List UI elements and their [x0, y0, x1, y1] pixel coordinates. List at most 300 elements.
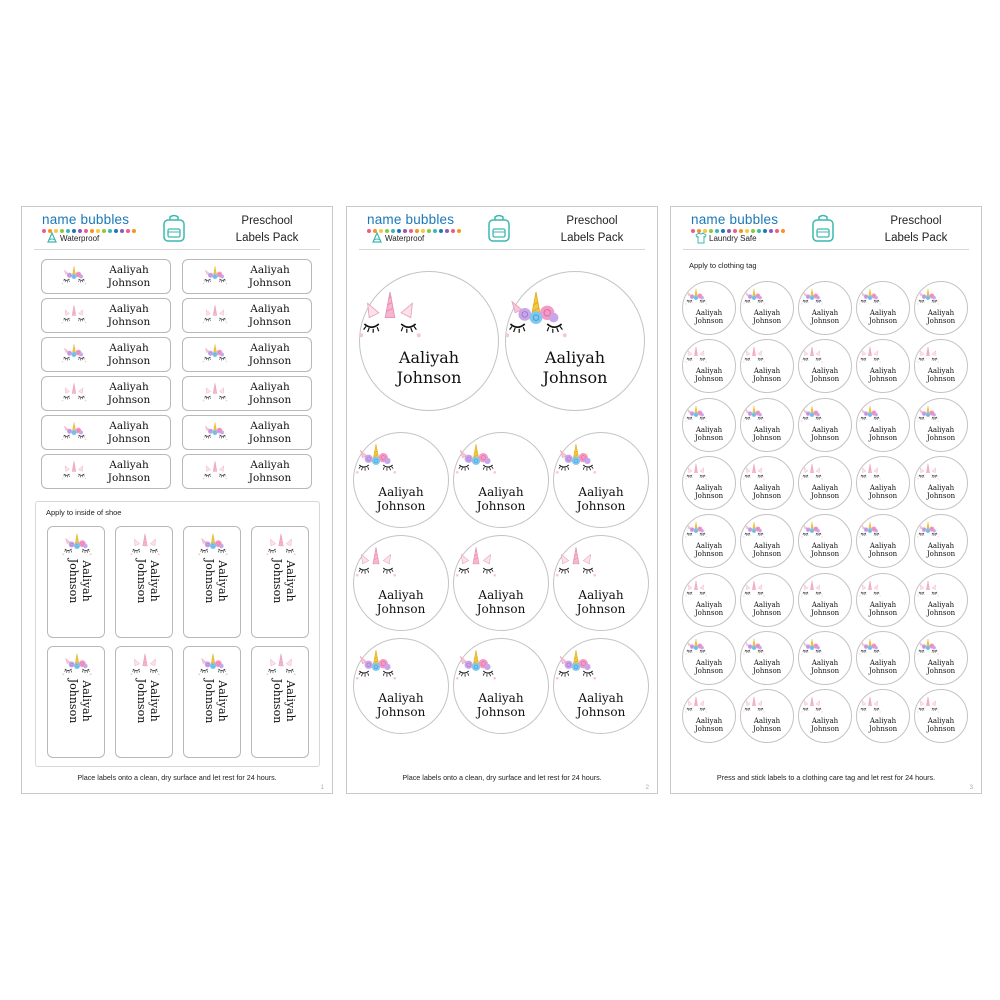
label-last-name: Johnson: [694, 433, 724, 442]
medium-circle-label: [353, 535, 449, 631]
label-first-name: Aaliyah: [250, 420, 290, 432]
label-last-name: Johnson: [868, 550, 898, 559]
label-first-name: Aaliyah: [216, 680, 229, 722]
small-circle-label: [856, 281, 910, 335]
vertical-name: [135, 531, 161, 631]
label-first-name: Aaliyah: [109, 420, 149, 432]
unicorn-icon: [199, 458, 231, 483]
unicorn-icon: [914, 694, 942, 716]
label-last-name: Johnson: [752, 608, 782, 617]
label-last-name: Johnson: [107, 433, 151, 445]
small-circle-label: [798, 573, 852, 627]
small-circle-label: [682, 339, 736, 393]
label-last-name: Johnson: [376, 602, 426, 616]
label-last-name: Johnson: [576, 602, 626, 616]
unicorn-icon: [682, 578, 710, 600]
medium-circle-label: [453, 638, 549, 734]
unicorn-icon: [798, 344, 826, 366]
rect-name-label: [182, 376, 312, 411]
unicorn-icon: [798, 578, 826, 600]
brand-dot: [60, 229, 64, 233]
clothing-tag-caption: Apply to clothing tag: [689, 261, 757, 270]
label-first-name: Aaliyah: [811, 658, 839, 667]
unicorn-icon: [740, 461, 768, 483]
rect-name-label: [41, 337, 171, 372]
unicorn-icon: [856, 578, 884, 600]
unicorn-icon: [450, 542, 502, 583]
label-last-name: Johnson: [752, 491, 782, 500]
unicorn-icon: [350, 645, 402, 686]
small-circle-label: [740, 281, 794, 335]
medium-circle-label: [553, 638, 649, 734]
label-first-name: Aaliyah: [927, 483, 955, 492]
unicorn-icon: [856, 519, 884, 541]
label-first-name: Aaliyah: [250, 342, 290, 354]
sheet-subtitle: Waterproof: [60, 234, 100, 243]
small-circle-label: [856, 456, 910, 510]
label-first-name: Aaliyah: [869, 367, 897, 376]
label-first-name: Aaliyah: [109, 459, 149, 471]
small-circle-label: [740, 689, 794, 743]
unicorn-icon: [740, 578, 768, 600]
label-first-name: Aaliyah: [250, 303, 290, 315]
unicorn-icon: [682, 636, 710, 658]
label-last-name: Johnson: [926, 725, 956, 734]
label-last-name: Johnson: [107, 355, 151, 367]
unicorn-icon: [58, 302, 90, 327]
unicorn-icon: [682, 286, 710, 308]
label-first-name: Aaliyah: [927, 658, 955, 667]
label-first-name: Aaliyah: [250, 459, 290, 471]
unicorn-icon: [914, 344, 942, 366]
label-sheet-laundry: [670, 206, 982, 794]
small-circle-label: [740, 514, 794, 568]
small-circle-label: [856, 339, 910, 393]
label-last-name: Johnson: [203, 678, 216, 724]
unicorn-icon: [58, 341, 90, 366]
unicorn-icon: [350, 439, 402, 480]
medium-circle-label: [453, 432, 549, 528]
label-last-name: Johnson: [67, 678, 80, 724]
brand-dot: [66, 229, 70, 233]
label-last-name: Johnson: [810, 725, 840, 734]
unicorn-icon: [856, 461, 884, 483]
vertical-name: [203, 531, 229, 631]
rect-name-label: [182, 454, 312, 489]
unicorn-icon: [58, 380, 90, 405]
label-last-name: Johnson: [248, 472, 292, 484]
unicorn-icon: [914, 519, 942, 541]
label-first-name: Aaliyah: [250, 381, 290, 393]
shoe-name-label: [251, 526, 309, 638]
shoe-label-area: [35, 501, 320, 767]
label-last-name: Johnson: [107, 472, 151, 484]
label-last-name: Johnson: [752, 725, 782, 734]
medium-circle-label: [453, 535, 549, 631]
backpack-icon: [162, 213, 186, 243]
label-first-name: Aaliyah: [927, 367, 955, 376]
small-circle-label: [740, 339, 794, 393]
unicorn-icon: [350, 542, 402, 583]
label-first-name: Aaliyah: [148, 680, 161, 722]
unicorn-icon: [856, 636, 884, 658]
label-first-name: Aaliyah: [109, 381, 149, 393]
label-first-name: Aaliyah: [753, 425, 781, 434]
shoe-name-label: [115, 646, 173, 758]
unicorn-icon: [798, 519, 826, 541]
label-last-name: Johnson: [376, 705, 426, 719]
brand-dot: [427, 229, 431, 233]
shoe-name-label: [47, 646, 105, 758]
brand-dot: [739, 229, 743, 233]
label-first-name: Aaliyah: [869, 483, 897, 492]
brand-dot: [397, 229, 401, 233]
medium-circle-label: [553, 535, 649, 631]
unicorn-icon: [798, 286, 826, 308]
label-last-name: Johnson: [810, 666, 840, 675]
label-first-name: Aaliyah: [109, 342, 149, 354]
label-last-name: Johnson: [926, 375, 956, 384]
rect-name-label: [182, 259, 312, 294]
shoe-caption: Apply to inside of shoe: [46, 508, 122, 517]
label-first-name: Aaliyah: [811, 600, 839, 609]
label-first-name: Aaliyah: [478, 691, 524, 705]
label-first-name: Aaliyah: [753, 309, 781, 317]
small-circle-label: [740, 631, 794, 685]
vertical-name: [271, 531, 297, 631]
unicorn-icon: [682, 694, 710, 716]
unicorn-icon: [350, 284, 430, 346]
unicorn-icon: [740, 519, 768, 541]
label-last-name: Johnson: [694, 491, 724, 500]
rect-name-label: [182, 298, 312, 333]
label-first-name: Aaliyah: [753, 717, 781, 726]
label-first-name: Aaliyah: [811, 717, 839, 726]
page-number: 2: [645, 785, 649, 791]
label-first-name: Aaliyah: [695, 717, 723, 726]
unicorn-icon: [199, 263, 231, 288]
unicorn-icon: [682, 461, 710, 483]
label-first-name: Aaliyah: [753, 367, 781, 376]
rect-name-label: [41, 415, 171, 450]
brand-dot: [385, 229, 389, 233]
label-first-name: Aaliyah: [869, 425, 897, 434]
label-first-name: Aaliyah: [927, 309, 955, 317]
label-last-name: Johnson: [926, 317, 956, 325]
label-first-name: Aaliyah: [869, 309, 897, 317]
small-circle-label: [682, 631, 736, 685]
label-first-name: Aaliyah: [695, 542, 723, 551]
medium-circle-label: [353, 432, 449, 528]
small-circle-label: [856, 689, 910, 743]
unicorn-icon: [199, 419, 231, 444]
shoe-name-label: [251, 646, 309, 758]
unicorn-icon: [682, 519, 710, 541]
label-first-name: Aaliyah: [695, 658, 723, 667]
label-last-name: Johnson: [694, 375, 724, 384]
brand-dot: [433, 229, 437, 233]
shoe-name-label: [115, 526, 173, 638]
brand-dot: [90, 229, 94, 233]
brand-logo: name bubbles: [42, 212, 130, 227]
label-first-name: Aaliyah: [753, 658, 781, 667]
brand-dot: [751, 229, 755, 233]
unicorn-icon: [798, 403, 826, 425]
label-first-name: Aaliyah: [578, 485, 624, 499]
unicorn-icon: [856, 403, 884, 425]
label-first-name: Aaliyah: [695, 367, 723, 376]
small-circle-label: [914, 573, 968, 627]
small-circle-label: [856, 398, 910, 452]
brand-dot: [457, 229, 461, 233]
label-last-name: Johnson: [810, 317, 840, 325]
medium-circle-label: [553, 432, 649, 528]
brand-dot: [102, 229, 106, 233]
vertical-name: [203, 651, 229, 751]
label-first-name: Aaliyah: [250, 264, 290, 276]
label-last-name: Johnson: [752, 433, 782, 442]
label-first-name: Aaliyah: [478, 588, 524, 602]
brand-dot: [96, 229, 100, 233]
sheet-subtitle: Waterproof: [385, 234, 425, 243]
label-first-name: Aaliyah: [811, 425, 839, 434]
label-first-name: Aaliyah: [398, 348, 460, 367]
backpack-icon: [811, 213, 835, 243]
label-last-name: Johnson: [868, 433, 898, 442]
brand-dot: [745, 229, 749, 233]
label-first-name: Aaliyah: [378, 485, 424, 499]
small-circle-label: [856, 631, 910, 685]
label-sheet-waterproof-1: [21, 206, 333, 794]
rect-name-label: [41, 376, 171, 411]
unicorn-icon: [740, 403, 768, 425]
label-last-name: Johnson: [810, 375, 840, 384]
pack-title: Preschool: [566, 215, 618, 227]
shoe-name-label: [183, 646, 241, 758]
label-first-name: Aaliyah: [811, 367, 839, 376]
unicorn-icon: [914, 286, 942, 308]
small-circle-label: [682, 456, 736, 510]
rect-name-label: [41, 298, 171, 333]
large-circle-label: [505, 271, 645, 411]
small-circle-label: [914, 514, 968, 568]
brand-dot: [78, 229, 82, 233]
label-last-name: Johnson: [248, 394, 292, 406]
sheet-header: [347, 207, 657, 251]
unicorn-icon: [496, 284, 576, 346]
label-last-name: Johnson: [476, 499, 526, 513]
label-last-name: Johnson: [107, 277, 151, 289]
vertical-name: [67, 531, 93, 631]
label-first-name: Aaliyah: [578, 588, 624, 602]
small-circle-label: [798, 689, 852, 743]
label-last-name: Johnson: [752, 317, 782, 325]
small-circle-label: [682, 689, 736, 743]
label-last-name: Johnson: [271, 558, 284, 604]
label-last-name: Johnson: [868, 375, 898, 384]
unicorn-icon: [740, 636, 768, 658]
sheet-header: [22, 207, 332, 251]
small-circle-label: [682, 514, 736, 568]
label-first-name: Aaliyah: [578, 691, 624, 705]
label-first-name: Aaliyah: [284, 680, 297, 722]
brand-dot: [120, 229, 124, 233]
footer-instructions: Press and stick labels to a clothing care tag and let rest for 24 hours.: [716, 773, 936, 782]
unicorn-icon: [914, 636, 942, 658]
unicorn-icon: [550, 542, 602, 583]
backpack-icon: [487, 213, 511, 243]
brand-logo: name bubbles: [367, 212, 455, 227]
small-circle-label: [856, 573, 910, 627]
brand-dot: [775, 229, 779, 233]
unicorn-icon: [682, 344, 710, 366]
unicorn-icon: [199, 380, 231, 405]
label-last-name: Johnson: [694, 666, 724, 675]
small-circle-label: [914, 281, 968, 335]
label-last-name: Johnson: [868, 317, 898, 325]
footer-instructions: Place labels onto a clean, dry surface and let rest for 24 hours.: [402, 773, 602, 782]
small-circle-label: [914, 398, 968, 452]
brand-dot: [709, 229, 713, 233]
label-last-name: Johnson: [248, 433, 292, 445]
label-first-name: Aaliyah: [695, 309, 723, 317]
brand-dot: [721, 229, 725, 233]
pack-subtitle: Labels Pack: [560, 232, 624, 244]
label-first-name: Aaliyah: [927, 542, 955, 551]
small-circle-label: [798, 456, 852, 510]
label-first-name: Aaliyah: [109, 264, 149, 276]
small-circle-label: [740, 456, 794, 510]
label-first-name: Aaliyah: [927, 425, 955, 434]
rect-name-label: [182, 337, 312, 372]
small-circle-label: [856, 514, 910, 568]
label-first-name: Aaliyah: [695, 425, 723, 434]
brand-dot: [763, 229, 767, 233]
label-first-name: Aaliyah: [80, 680, 93, 722]
label-last-name: Johnson: [868, 608, 898, 617]
small-circle-label: [682, 281, 736, 335]
header-divider: [34, 249, 320, 250]
brand-dot: [108, 229, 112, 233]
label-first-name: Aaliyah: [478, 485, 524, 499]
label-last-name: Johnson: [67, 558, 80, 604]
unicorn-icon: [798, 461, 826, 483]
waterproof-icon: [46, 232, 58, 244]
unicorn-icon: [914, 578, 942, 600]
waterproof-icon: [371, 232, 383, 244]
small-circle-label: [914, 631, 968, 685]
label-first-name: Aaliyah: [869, 717, 897, 726]
label-last-name: Johnson: [810, 433, 840, 442]
label-last-name: Johnson: [271, 678, 284, 724]
label-last-name: Johnson: [694, 725, 724, 734]
unicorn-icon: [58, 458, 90, 483]
pack-title: Preschool: [890, 215, 942, 227]
unicorn-icon: [199, 341, 231, 366]
small-circle-label: [798, 631, 852, 685]
unicorn-icon: [914, 461, 942, 483]
label-first-name: Aaliyah: [869, 658, 897, 667]
sheet-header: [671, 207, 981, 251]
label-last-name: Johnson: [203, 558, 216, 604]
brand-dot: [403, 229, 407, 233]
unicorn-icon: [740, 286, 768, 308]
brand-dot: [439, 229, 443, 233]
brand-dot: [421, 229, 425, 233]
label-last-name: Johnson: [107, 316, 151, 328]
label-last-name: Johnson: [396, 368, 462, 387]
label-first-name: Aaliyah: [695, 600, 723, 609]
unicorn-icon: [58, 263, 90, 288]
label-last-name: Johnson: [868, 666, 898, 675]
unicorn-icon: [550, 439, 602, 480]
small-circle-label: [798, 281, 852, 335]
unicorn-icon: [199, 302, 231, 327]
brand-dot: [757, 229, 761, 233]
label-last-name: Johnson: [107, 394, 151, 406]
footer-instructions: Place labels onto a clean, dry surface and let rest for 24 hours.: [77, 773, 277, 782]
label-first-name: Aaliyah: [216, 560, 229, 602]
rect-name-label: [41, 259, 171, 294]
brand-dot: [451, 229, 455, 233]
unicorn-icon: [450, 439, 502, 480]
page-number: 1: [320, 785, 324, 791]
label-last-name: Johnson: [376, 499, 426, 513]
unicorn-icon: [856, 286, 884, 308]
pack-subtitle: Labels Pack: [884, 232, 948, 244]
small-circle-label: [740, 573, 794, 627]
brand-dot: [84, 229, 88, 233]
brand-logo: name bubbles: [691, 212, 779, 227]
shoe-name-label: [183, 526, 241, 638]
unicorn-icon: [798, 636, 826, 658]
brand-dot: [769, 229, 773, 233]
label-first-name: Aaliyah: [148, 560, 161, 602]
small-circle-label: [798, 398, 852, 452]
pack-title: Preschool: [241, 215, 293, 227]
large-circle-label: [359, 271, 499, 411]
header-divider: [359, 249, 645, 250]
label-last-name: Johnson: [810, 491, 840, 500]
label-last-name: Johnson: [926, 666, 956, 675]
label-last-name: Johnson: [926, 608, 956, 617]
unicorn-icon: [682, 403, 710, 425]
label-first-name: Aaliyah: [811, 483, 839, 492]
label-first-name: Aaliyah: [811, 309, 839, 317]
brand-dot: [415, 229, 419, 233]
label-last-name: Johnson: [752, 550, 782, 559]
small-circle-label: [914, 339, 968, 393]
label-first-name: Aaliyah: [753, 542, 781, 551]
label-last-name: Johnson: [694, 550, 724, 559]
unicorn-icon: [740, 694, 768, 716]
label-first-name: Aaliyah: [109, 303, 149, 315]
label-last-name: Johnson: [248, 316, 292, 328]
vertical-name: [135, 651, 161, 751]
small-circle-label: [682, 573, 736, 627]
unicorn-icon: [856, 694, 884, 716]
label-first-name: Aaliyah: [284, 560, 297, 602]
label-last-name: Johnson: [135, 678, 148, 724]
vertical-name: [67, 651, 93, 751]
label-first-name: Aaliyah: [753, 600, 781, 609]
shoe-name-label: [47, 526, 105, 638]
label-last-name: Johnson: [248, 355, 292, 367]
unicorn-icon: [450, 645, 502, 686]
brand-dot: [114, 229, 118, 233]
label-last-name: Johnson: [694, 608, 724, 617]
label-last-name: Johnson: [810, 608, 840, 617]
